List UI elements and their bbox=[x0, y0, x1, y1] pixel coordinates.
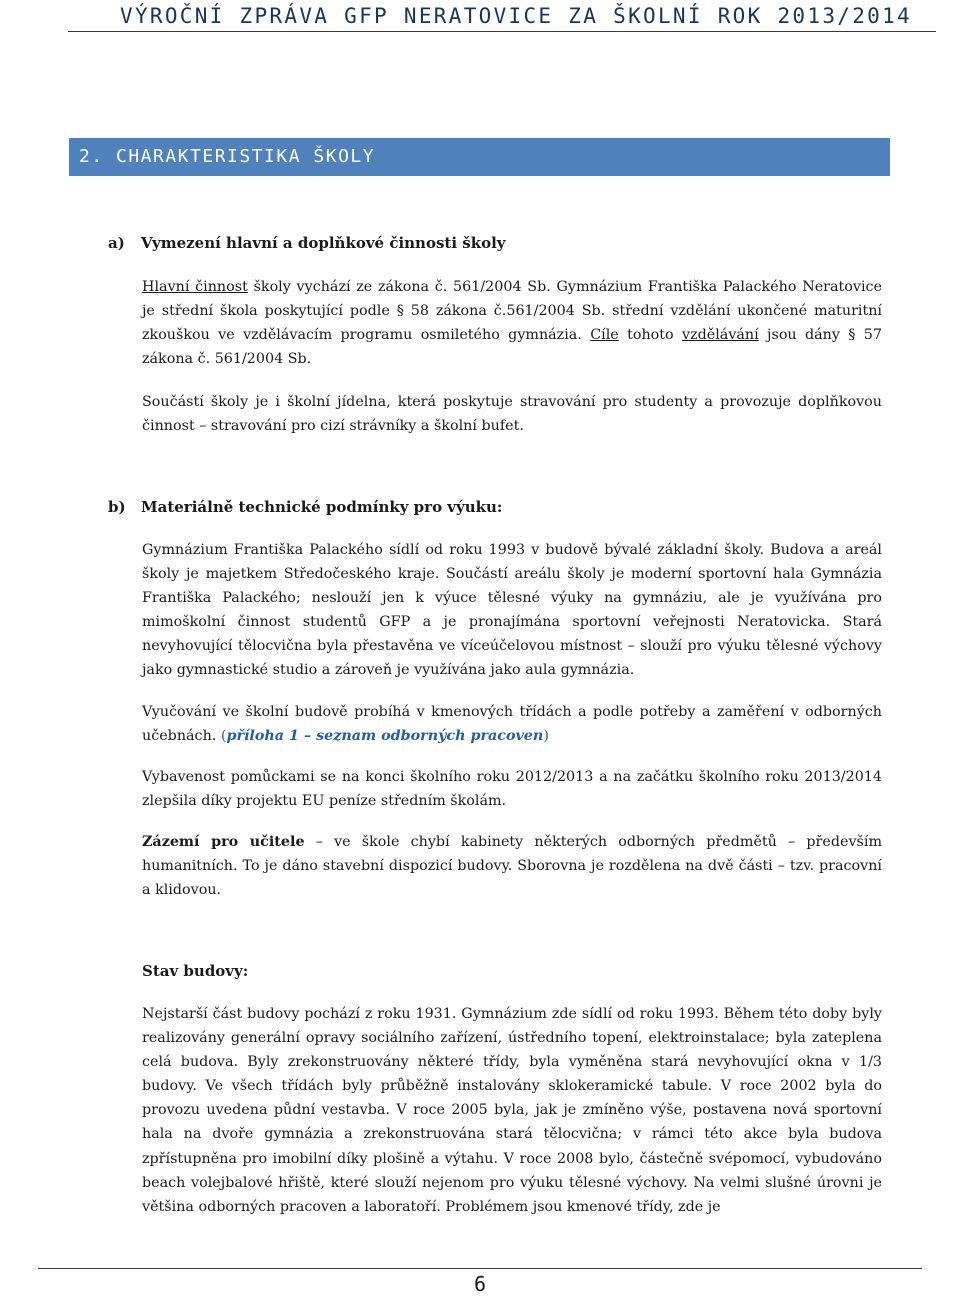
part-b-paragraph-4 bbox=[142, 830, 882, 902]
heading-building-state: Stav budovy: bbox=[142, 962, 249, 980]
part-b-p1-text: Gymnázium Františka Palackého sídlí od roku 1993 v budově bývalé základní školy. Budova a areál školy je majetkem Středočeského kraje. Součástí areálu školy je moderní sportovní hala Gymnázia Františka Palackého; neslouží jen k výuce tělesné výuky na gymnáziu, ale je využívána pro mimoškolní činnost studentů GFP a je pronajímána sportovní veřejnosti Neratovicka. Stará nevyhovující tělocvična byla přestavěna ve víceúčelovou místnost – slouží pro výuku tělesné výchovy jako gymnastické studio a zároveň je využívána jako aula gymnázia. bbox=[142, 542, 882, 679]
part-b-paragraph-2 bbox=[142, 700, 882, 748]
part-a-paragraph-2 bbox=[142, 390, 882, 438]
part-b-label: b) bbox=[108, 498, 126, 516]
part-b-p3-text: Vybavenost pomůckami se na konci školního roku 2012/2013 a na začátku školního roku 2013/2014 zlepšila díky projektu EU peníze středním školám. bbox=[142, 769, 882, 810]
building-state-text: Nejstarší část budovy pochází z roku 1931. Gymnázium zde sídlí od roku 1993. Během této doby byly realizovány generální opravy sociálního zařízení, ústředního topení, elektroinstalace; byla zateplena celá budova. Byly zrekonstruovány některé třídy, byla vyměněna stará nevyhovující okna v 1/3 budovy. Ve všech třídách byly průběžně instalovány sklokeramické tabule. V roce 2002 byla do provozu uvedena půdní vestavba. V roce 2005 byla, jak je zmíněno výše, postavena nová sportovní hala na dvoře gymnázia a zrekonstruována stará tělocvična; v rámci této akce byla budova zpřístupněna pro imobilní díky plošině a výtahu. V roce 2008 bylo, částečně svépomocí, vybudováno beach volejbalové hřiště, které slouží nejenom pro výuku tělesné výchovy. Na velmi slušné úrovni je většina odborných pracoven a laboratoří. Problémem jsou kmenové třídy, zde je bbox=[142, 1006, 882, 1215]
building-state-paragraph bbox=[142, 1002, 882, 1219]
part-b-p4-text: – ve škole chybí kabinety některých odborných předmětů – především humanitních. To je dáno stavební dispozicí budovy. Sborovna je rozdělena na dvě části – tzv. pracovní a klidovou. bbox=[142, 834, 882, 899]
teacher-facilities-label: Zázemí pro učitele bbox=[142, 834, 305, 850]
term-main-activity: Hlavní činnost bbox=[142, 279, 248, 295]
document-header: VÝROČNÍ ZPRÁVA GFP NERATOVICE ZA ŠKOLNÍ ROK 2013/2014 bbox=[120, 4, 912, 28]
appendix-link[interactable]: příloha 1 – seznam odborných pracoven bbox=[226, 728, 544, 745]
part-a-p1-text-3: jsou dány § 57 zákona č. 561/2004 Sb. bbox=[142, 327, 882, 368]
part-a-p1-text-1: školy vychází ze zákona č. 561/2004 Sb. Gymnázium Františka Palackého Neratovice je střední škola poskytující podle § 58 zákona č.561/2004 Sb. střední vzdělání ukončené maturitní zkouškou ve vzdělávacím programu osmiletého gymnázia. bbox=[142, 279, 883, 344]
page-number: 6 bbox=[473, 1272, 487, 1296]
section-title: 2. CHARAKTERISTIKA ŠKOLY bbox=[79, 146, 376, 167]
part-a-paragraph-1 bbox=[142, 275, 882, 371]
part-b-p2-text: Vyučování ve školní budově probíhá v kmenových třídách a podle potřeby a zaměření v odborných učebnách. bbox=[142, 704, 882, 745]
heading-part-b bbox=[108, 498, 502, 516]
part-a-heading: Vymezení hlavní a doplňkové činnosti školy bbox=[141, 234, 506, 252]
part-a-label: a) bbox=[108, 234, 125, 252]
footer-divider bbox=[38, 1268, 922, 1269]
paren-close: ) bbox=[543, 728, 549, 745]
part-a-p2-text: Součástí školy je i školní jídelna, která poskytuje stravování pro studenty a provozuje doplňkovou činnost – stravování pro cizí strávníky a školní bufet. bbox=[142, 394, 882, 435]
section-title-bar bbox=[69, 138, 890, 176]
part-b-heading: Materiálně technické podmínky pro výuku: bbox=[141, 498, 503, 516]
part-b-paragraph-3 bbox=[142, 765, 882, 813]
part-a-p1-text-2: tohoto bbox=[618, 327, 682, 344]
heading-part-a bbox=[108, 234, 506, 252]
term-goals: Cíle bbox=[590, 327, 619, 344]
term-education: vzdělávání bbox=[682, 327, 759, 344]
part-b-paragraph-1 bbox=[142, 538, 882, 683]
header-divider bbox=[68, 31, 936, 32]
paren-open: ( bbox=[220, 728, 227, 745]
